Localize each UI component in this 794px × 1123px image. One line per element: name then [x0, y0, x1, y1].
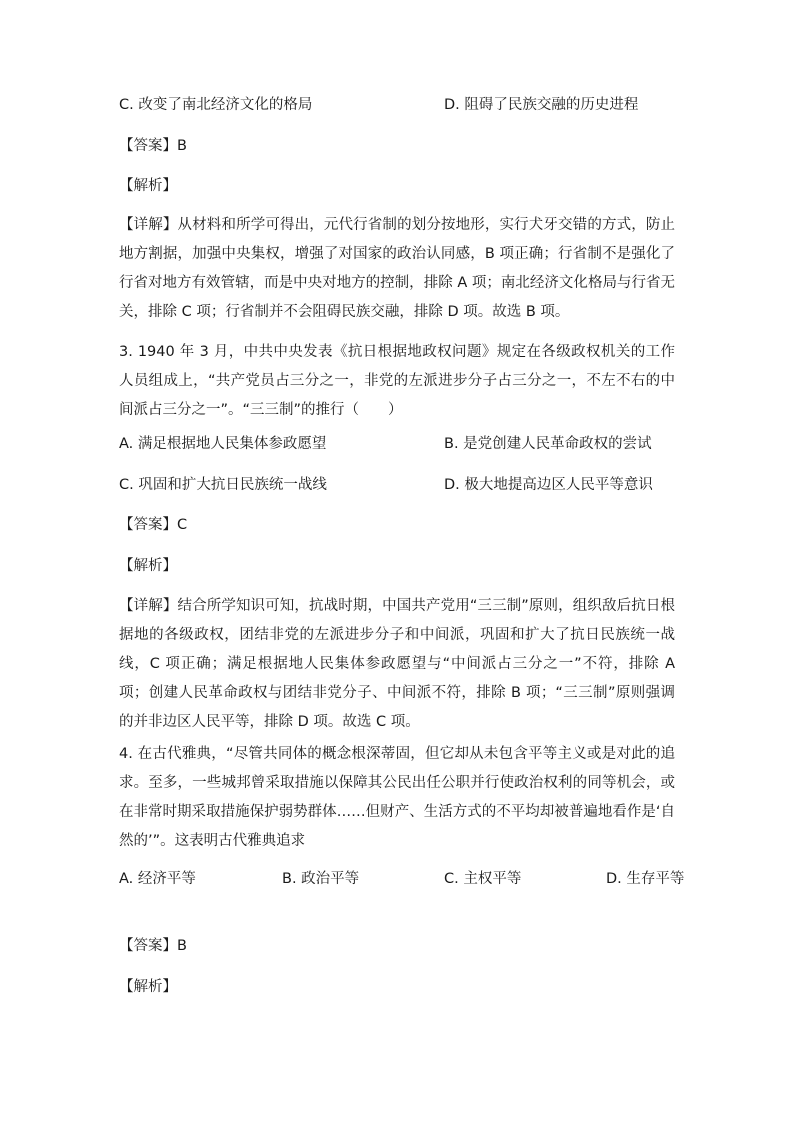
q4-option-c: C. 主权平等: [444, 871, 522, 887]
q4-stem: 4. 在古代雅典，“尽管共同体的概念根深蒂固，但它却从未包含平等主义或是对此的追求。至多，一些城邦曾采取措施以保障其公民出任公职并行使政治权利的同等机会，或在非常时期采取措施保护弱势群体……但财产、生活方式的不平均却被普遍地看作是‘自然的’”。这表明古代雅典追求: [119, 746, 675, 849]
q3-option-c: C. 巩固和扩大抗日民族统一战线: [119, 477, 327, 493]
q2-option-c: C. 改变了南北经济文化的格局: [119, 97, 313, 113]
q3-analysis-label: 【解析】: [119, 558, 177, 574]
q3-answer: 【答案】C: [119, 517, 188, 533]
q3-option-a: A. 满足根据地人民集体参政愿望: [119, 436, 327, 452]
q2-option-d: D. 阻碍了民族交融的历史进程: [444, 97, 639, 113]
q4-option-b: B. 政治平等: [282, 871, 360, 887]
q3-stem: 3. 1940 年 3 月，中共中央发表《抗日根据地政权问题》规定在各级政权机关的工作人员组成上，“共产党员占三分之一，非党的左派进步分子占三分之一，不左不右的中间派占三分之一”。“三三制”的推行（ ）: [119, 344, 675, 418]
q3-detail: 【详解】结合所学知识可知，抗战时期，中国共产党用“三三制”原则，组织敌后抗日根据地的各级政权，团结非党的左派进步分子和中间派，巩固和扩大了抗日民族统一战线，C 项正确；满足根据地人民集体参政愿望与“中间派占三分之一”不符，排除 A 项；创建人民革命政权与团结非党分子、中间派不符，排除 B 项；“三三制”原则强调的并非边区人民平等，排除 D 项。故选 C 项。: [119, 598, 675, 730]
q4-option-a: A. 经济平等: [119, 871, 196, 887]
q4-option-d: D. 生存平等: [606, 871, 685, 887]
q4-answer: 【答案】B: [119, 938, 187, 954]
q2-analysis-label: 【解析】: [119, 178, 177, 194]
q2-answer: 【答案】B: [119, 138, 187, 154]
q3-option-b: B. 是党创建人民革命政权的尝试: [444, 436, 652, 452]
q4-analysis-label: 【解析】: [119, 979, 177, 995]
q2-detail: 【详解】从材料和所学可得出，元代行省制的划分按地形，实行犬牙交错的方式，防止地方割据，加强中央集权，增强了对国家的政治认同感，B 项正确；行省制不是强化了行省对地方有效管辖，而是中央对地方的控制，排除 A 项；南北经济文化格局与行省无关，排除 C 项；行省制并不会阻碍民族交融，排除 D 项。故选 B 项。: [119, 217, 675, 320]
q3-option-d: D. 极大地提高边区人民平等意识: [444, 477, 653, 493]
